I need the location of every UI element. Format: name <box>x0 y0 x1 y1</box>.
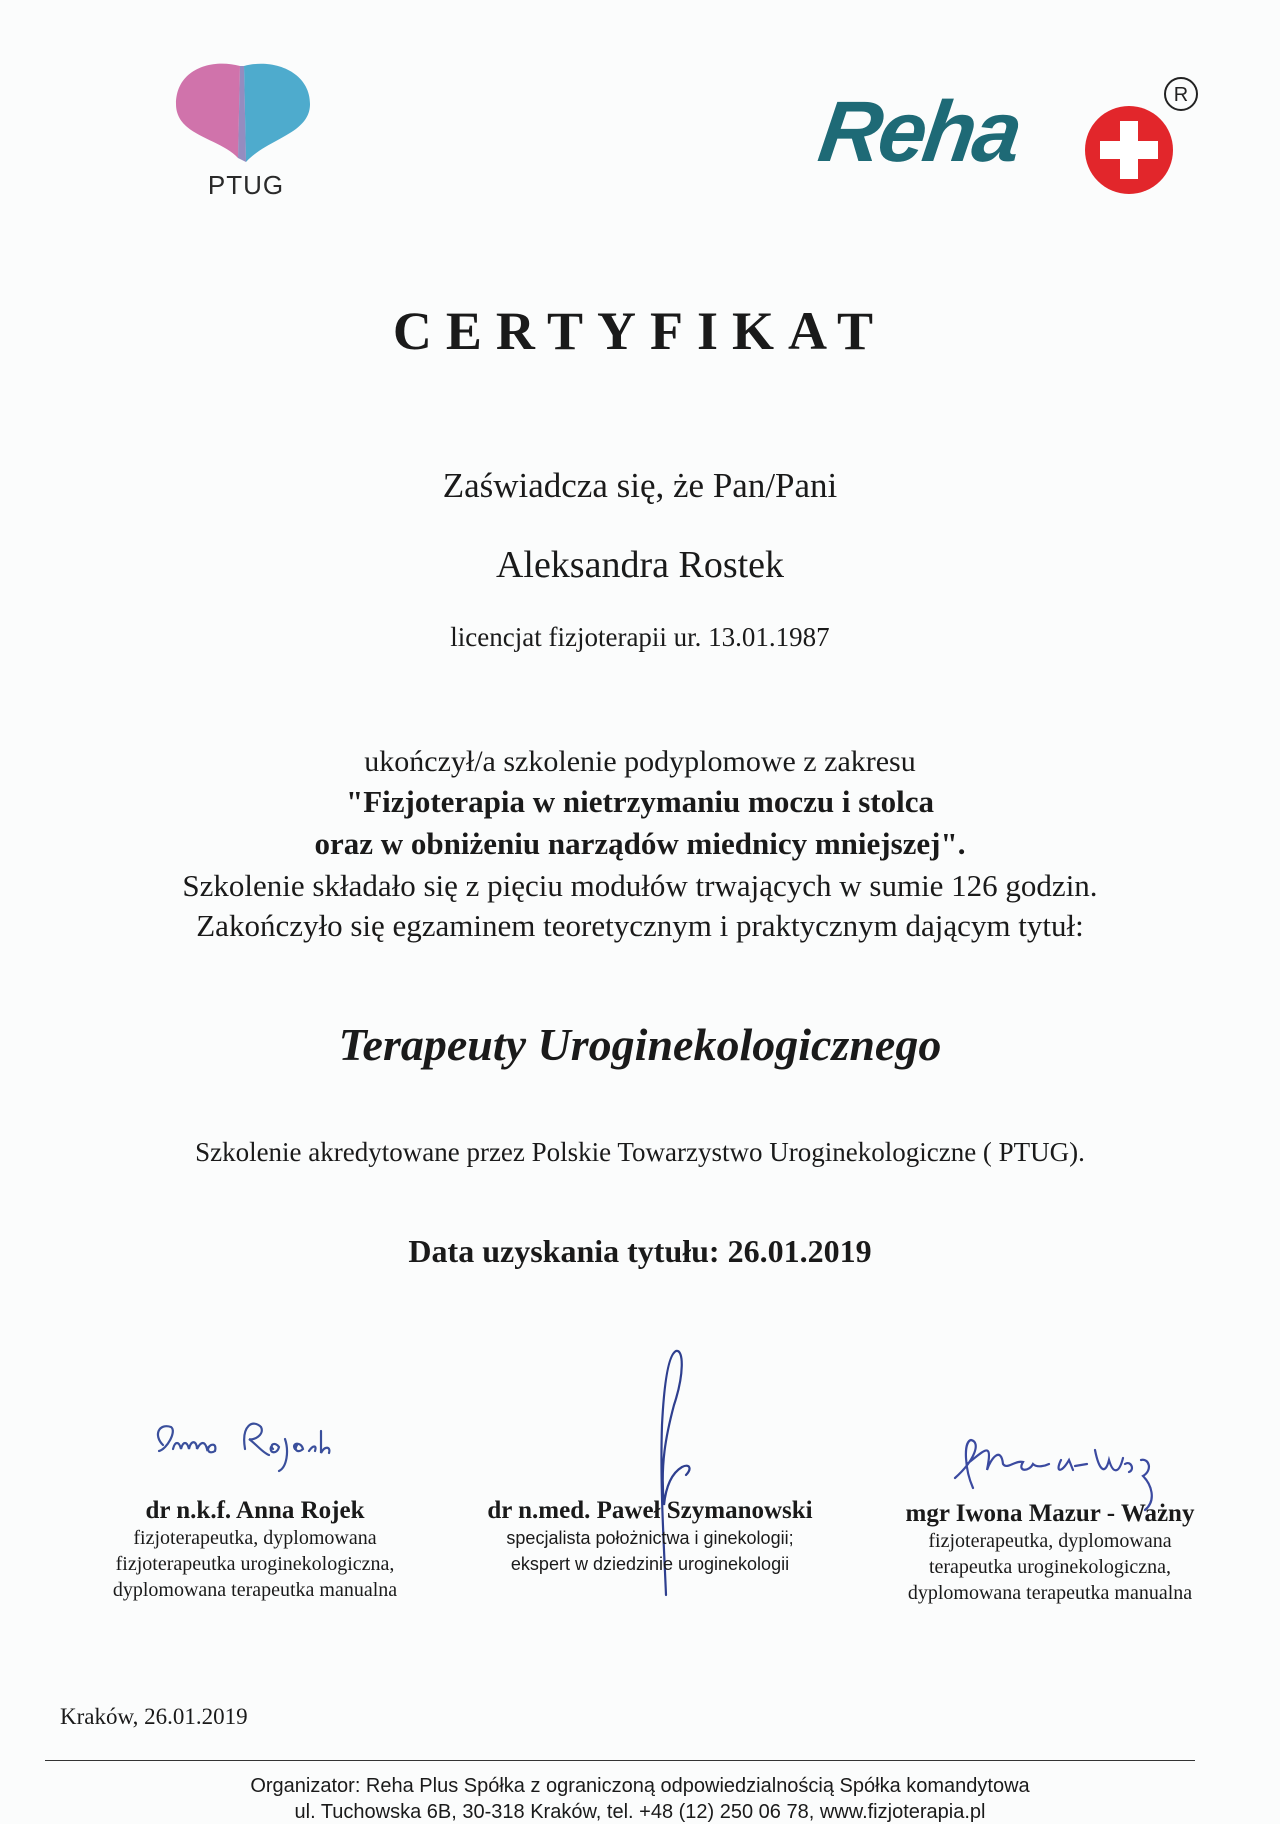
recipient-degree: licencjat fizjoterapii ur. 13.01.1987 <box>450 622 830 652</box>
completed-line: ukończył/a szkolenie podyplomowe z zakresu <box>364 745 916 778</box>
signatory-3 <box>860 1500 1240 1606</box>
registered-mark-icon <box>1162 75 1200 113</box>
signatory-2-desc-line2: ekspert w dziedzinie uroginekologii <box>510 1554 790 1574</box>
signatory-1-desc-line1: fizjoterapeutka, dyplomowana <box>133 1527 377 1549</box>
signatory-1-desc-line2: fizjoterapeutka uroginekologiczna, <box>115 1553 395 1575</box>
exam-line: Zakończyło się egzaminem teoretycznym i praktycznym dającym tytuł: <box>196 908 1084 943</box>
certifies-line: Zaświadcza się, że Pan/Pani <box>442 466 838 505</box>
ptug-logo <box>170 58 320 208</box>
footer-divider <box>45 1760 1195 1761</box>
signatory-1-desc-line3: dyplomowana terapeutka manualna <box>112 1579 398 1601</box>
certificate-title: CERTYFIKAT <box>392 301 888 361</box>
signatory-3-name: mgr Iwona Mazur - Ważny <box>905 1500 1195 1527</box>
award-date: Data uzyskania tytułu: 26.01.2019 <box>408 1233 872 1269</box>
organizer-line: Organizator: Reha Plus Spółka z ograniczoną odpowiedzialnością Spółka komandytowa <box>250 1775 1030 1797</box>
signatory-3-desc-line3: dyplomowana terapeutka manualna <box>907 1582 1193 1604</box>
signatory-2 <box>440 1497 860 1577</box>
red-cross-plus-icon <box>1082 103 1176 197</box>
signatory-2-desc-line1: specjalista położnictwa i ginekologii; <box>506 1528 794 1548</box>
accreditation-line: Szkolenie akredytowane przez Polskie Towarzystwo Uroginekologiczne ( PTUG). <box>195 1137 1085 1167</box>
course-title-line1: "Fizjoterapia w nietrzymaniu moczu i stolca <box>345 784 934 819</box>
reha-logo-text: Reha <box>813 84 1026 180</box>
signatory-3-desc-line1: fizjoterapeutka, dyplomowana <box>928 1530 1172 1552</box>
signature-anna-rojek <box>145 1405 375 1485</box>
signatory-2-name: dr n.med. Paweł Szymanowski <box>487 1497 813 1524</box>
signatory-1 <box>70 1497 440 1603</box>
ptug-emblem-icon <box>170 58 320 168</box>
recipient-name: Aleksandra Rostek <box>495 544 785 586</box>
course-title-line2: oraz w obniżeniu narządów miednicy mniejszej". <box>314 826 966 861</box>
reha-plus-logo <box>813 75 1200 205</box>
signatory-3-desc-line2: terapeutka uroginekologiczna, <box>928 1556 1172 1578</box>
place-and-date: Kraków, 26.01.2019 <box>60 1704 248 1729</box>
registered-mark-letter: R <box>1173 84 1189 106</box>
modules-line: Szkolenie składało się z pięciu modułów trwających w sumie 126 godzin. <box>182 868 1098 903</box>
signatory-1-name: dr n.k.f. Anna Rojek <box>145 1497 365 1524</box>
awarded-title: Terapeuty Uroginekologicznego <box>338 1019 942 1070</box>
ptug-logo-text: PTUG <box>207 170 285 200</box>
organizer-address: ul. Tuchowska 6B, 30-318 Kraków, tel. +48 (12) 250 06 78, www.fizjoterapia.pl <box>294 1801 986 1823</box>
